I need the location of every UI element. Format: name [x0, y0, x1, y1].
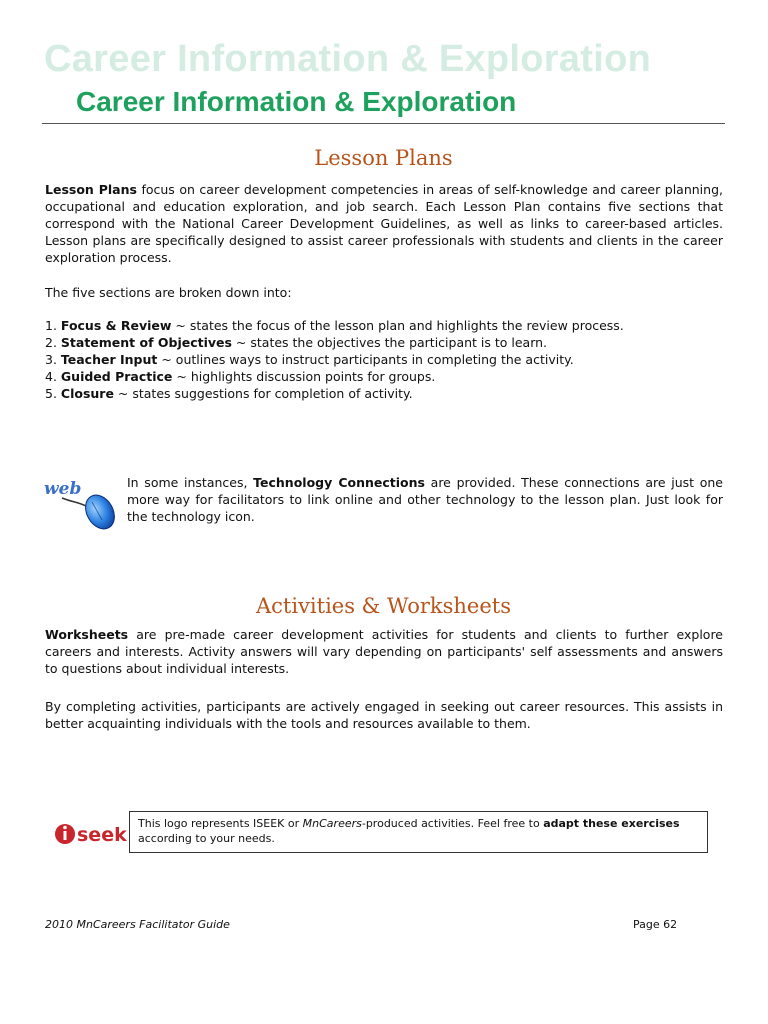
- list-item: 5. Closure ~ states suggestions for completion of activity.: [45, 386, 413, 401]
- lesson-plans-intro: [45, 181, 723, 266]
- banner-ghost-title: Career Information & Exploration: [44, 38, 652, 80]
- lesson-plans-term: Lesson Plans: [45, 182, 137, 197]
- list-item: 1. Focus & Review ~ states the focus of the lesson plan and highlights the review process.: [45, 318, 624, 333]
- page-title: Career Information & Exploration: [76, 86, 517, 117]
- header-divider: [42, 123, 725, 124]
- worksheets-text: Worksheets are pre-made career development activities for students and clients to further explore careers and interests. Activity answers will vary depending on participants' self assessments and answers to questions about individual interests.: [45, 627, 723, 676]
- sections-intro: The five sections are broken down into:: [45, 285, 292, 300]
- worksheets-term: Worksheets: [45, 627, 129, 642]
- list-item: 4. Guided Practice ~ highlights discussion points for groups.: [45, 369, 436, 384]
- web-mouse-icon: [42, 472, 118, 532]
- iseek-logo-icon: [54, 820, 128, 848]
- lesson-plans-heading: Lesson Plans: [314, 146, 453, 170]
- technology-connections-term: Technology Connections: [253, 475, 425, 490]
- completing-activities-text: By completing activities, participants are actively engaged in seeking out career resources. This assists in better acquainting individuals with the tools and resources available to them.: [45, 699, 723, 731]
- footer-guide-title: 2010 MnCareers Facilitator Guide: [45, 918, 230, 931]
- iseek-logo-text: seek: [77, 824, 127, 846]
- lesson-sections-list: [45, 317, 725, 402]
- activities-heading: Activities & Worksheets: [255, 594, 511, 618]
- list-item: 2. Statement of Objectives ~ states the objectives the participant is to learn.: [45, 335, 548, 350]
- page-number: Page 62: [633, 918, 678, 931]
- lesson-plans-intro-text: focus on career development competencies in areas of self-knowledge and career planning, occupational and education exploration, and job search. Each Lesson Plan contains five sections that correspond with the National Career Development Guidelines, as well as links to career-based articles. Lesson plans are specifically designed to assist career professionals with students and clients in the career exploration process.: [45, 182, 723, 265]
- web-icon-label: web: [44, 479, 82, 499]
- iseek-note-box: This logo represents ISEEK or MnCareers-produced activities. Feel free to adapt these exercises according to your needs.: [129, 811, 708, 853]
- list-item: 3. Teacher Input ~ outlines ways to instruct participants in completing the activity.: [45, 352, 574, 367]
- technology-connections-text: In some instances, Technology Connections are provided. These connections are just one more way for facilitators to link online and other technology to the lesson plan. Just look for the technology icon.: [127, 475, 723, 524]
